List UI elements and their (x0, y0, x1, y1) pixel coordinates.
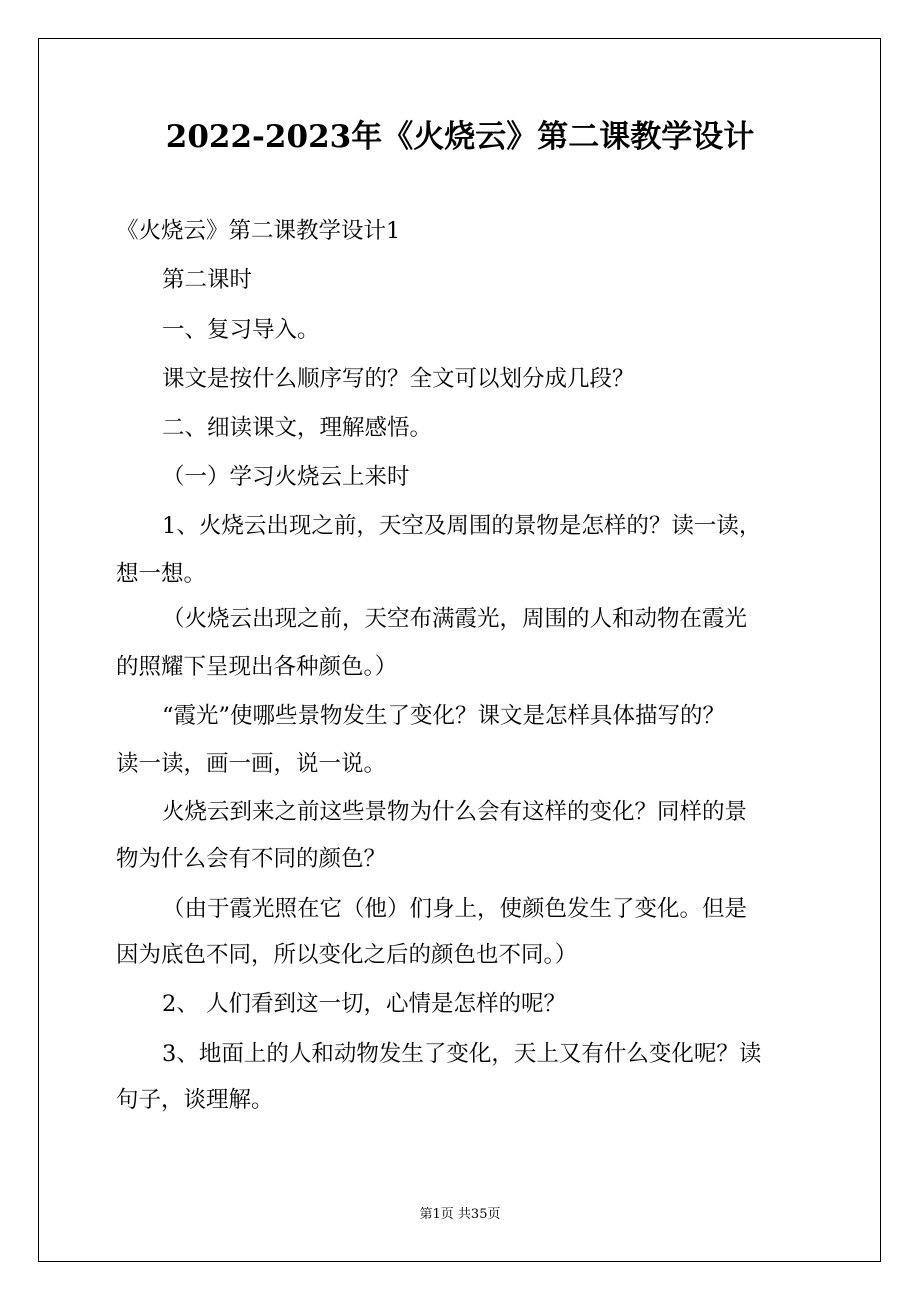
paragraph-line: （一）学习火烧云上来时 (162, 464, 410, 490)
paragraph-line: 二、细读课文，理解感悟。 (162, 415, 433, 441)
paragraph-line: 火烧云到来之前这些景物为什么会有这样的变化？同样的景 (162, 799, 748, 825)
paragraph-line: （由于霞光照在它（他）们身上，使颜色发生了变化。但是 (162, 896, 748, 922)
paragraph-line: 课文是按什么顺序写的？全文可以划分成几段？ (162, 366, 635, 392)
paragraph-line: 因为底色不同，所以变化之后的颜色也不同。） (116, 942, 578, 968)
paragraph-line: 1、火烧云出现之前，天空及周围的景物是怎样的？读一读， (162, 513, 762, 539)
paragraph-line: 第二课时 (162, 267, 253, 293)
paragraph-line: 3、地面上的人和动物发生了变化，天上又有什么变化呢？读 (162, 1041, 762, 1067)
page-number: 第1页 共35页 (419, 1207, 501, 1222)
section-heading: 《火烧云》第二课教学设计1 (116, 218, 401, 244)
document-title: 2022-2023年《火烧云》第二课教学设计 (165, 119, 755, 155)
paragraph-line: 句子，谈理解。 (116, 1087, 274, 1113)
paragraph-line: 的照耀下呈现出各种颜色。） (116, 654, 398, 680)
paragraph-line: 一、复习导入。 (162, 317, 320, 343)
paragraph-line: “霞光”使哪些景物发生了变化？课文是怎样具体描写的？ (162, 703, 726, 729)
paragraph-line: 2、 人们看到这一切，心情是怎样的呢？ (162, 991, 566, 1017)
paragraph-line: 物为什么会有不同的颜色？ (116, 846, 387, 872)
paragraph-line: （火烧云出现之前，天空布满霞光，周围的人和动物在霞光 (162, 606, 748, 632)
paragraph-line: 想一想。 (116, 561, 207, 587)
paragraph-line: 读一读，画一画，说一说。 (116, 751, 387, 777)
